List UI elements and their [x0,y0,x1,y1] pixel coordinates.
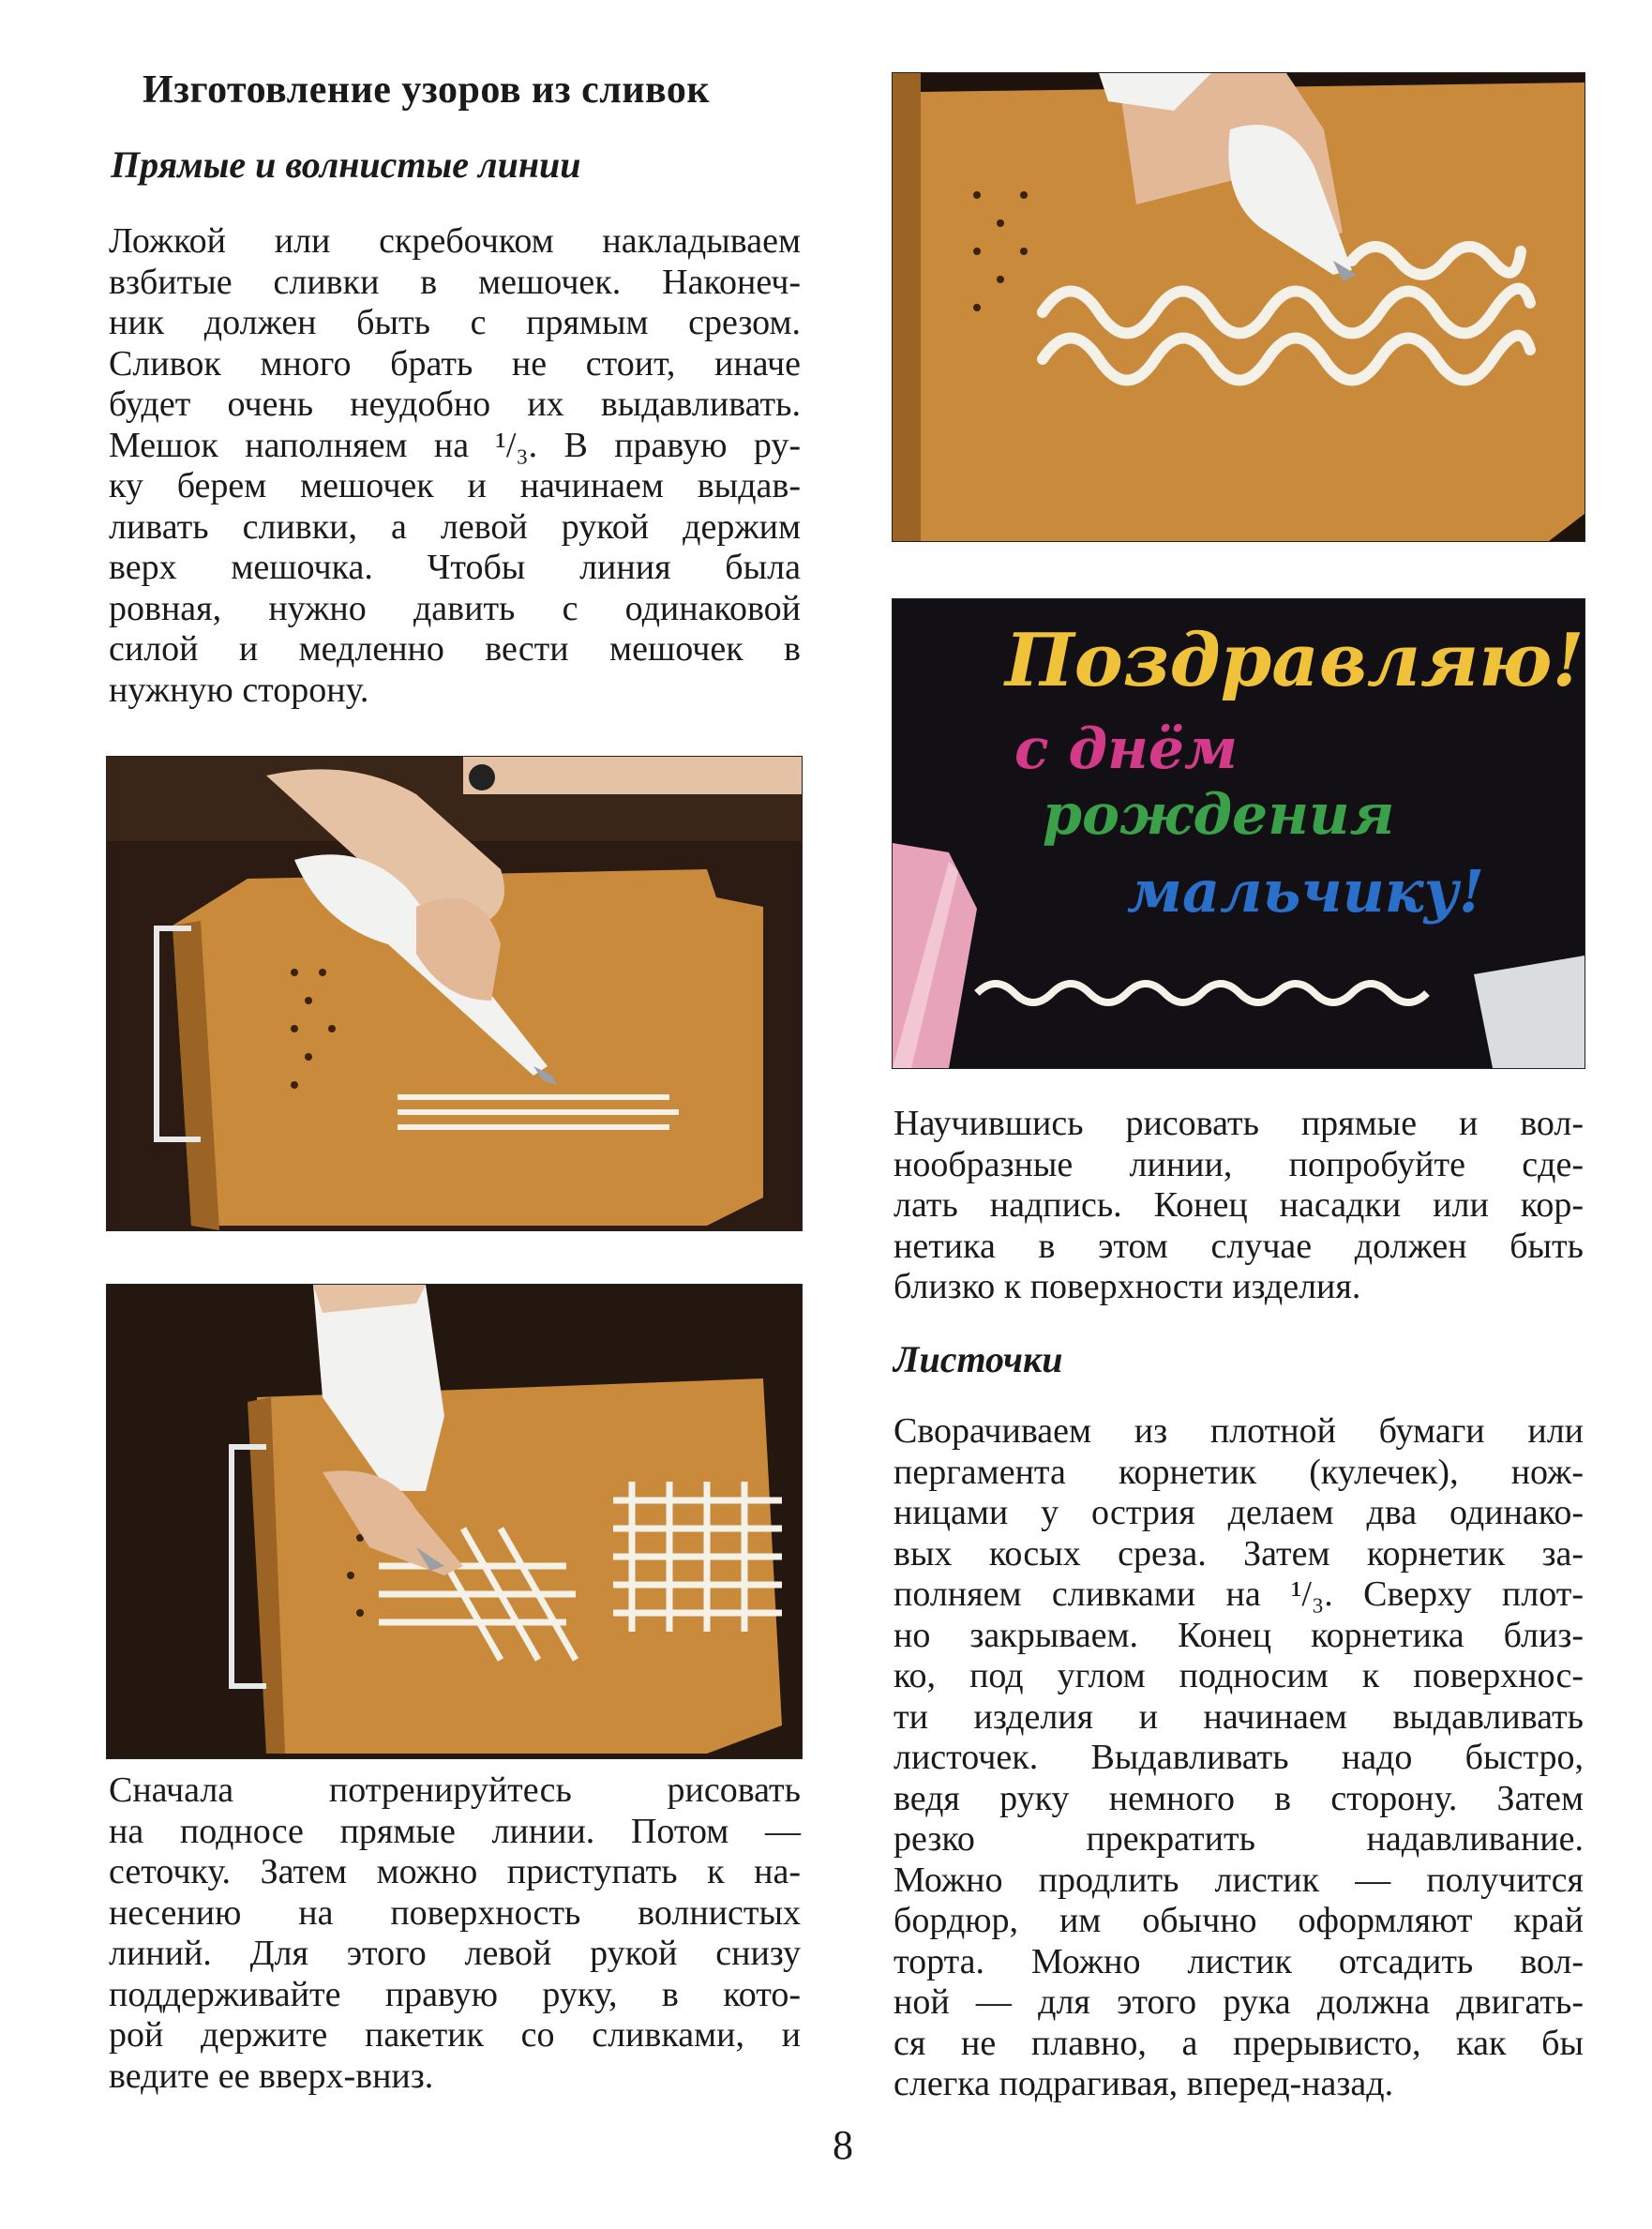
text-line: Мешок наполняем на ¹/₃. В правую ру- [109,425,801,465]
photo-straight-lines [106,756,803,1231]
page-heading: Изготовление узоров из сливок [143,68,711,112]
text-line: но закрываем. Конец корнетика близ- [894,1615,1584,1655]
text-line: верх мешочка. Чтобы линия была [109,548,801,587]
cake-text-line-2: с днём [1014,716,1239,782]
text-line: силой и медленно вести мешочек в [109,629,801,669]
photo-grid [106,1284,803,1759]
text-line: ник должен быть с прямым срезом. [109,303,801,342]
cake-text-line-3: рождения [1043,782,1395,848]
text-line: вых косых среза. Затем корнетик за- [894,1533,1584,1574]
text-line: Научившись рисовать прямые и вол- [894,1104,1584,1143]
text-line: ной — для этого рука должна двигать- [894,1982,1584,2022]
text-line: линий. Для этого левой рукой снизу [109,1934,801,1973]
text-line: сеточку. Затем можно приступать к на- [109,1852,801,1891]
text-line: близко к поверхности изделия. [894,1267,1361,1306]
text-line: Можно продлить листик — получится [894,1860,1584,1900]
cake-text-line-4: мальчику! [1127,857,1485,926]
text-line: поддерживайте правую руку, в кото- [109,1974,801,2014]
text-line: лать надпись. Конец насадки или кор- [894,1185,1584,1225]
text-line: слегка подрагивая, вперед-назад. [894,2064,1394,2103]
text-line: листочек. Выдавливать надо быстро, [894,1738,1584,1777]
text-line: ко, под углом подносим к поверхнос- [894,1656,1584,1695]
photo-cake-inscription [892,598,1585,1069]
text-line: Ложкой или скребочком накладываем [109,221,801,261]
text-line: нетика в этом случае должен быть [894,1226,1584,1266]
cake-text-congrats: Поздравляю! [1005,618,1584,703]
text-line: Сворачиваем из плотной бумаги или [894,1411,1584,1451]
text-line: ливать сливки, а левой рукой держим [109,506,801,547]
paragraph-lines-intro [109,221,801,711]
text-line: на подносе прямые линии. Потом — [109,1811,801,1851]
text-line: ти изделия и начинаем выдавливать [894,1696,1584,1737]
text-line: нужную сторону. [109,670,369,710]
text-line: будет очень неудобно их выдавливать. [109,384,801,424]
text-line: ку берем мешочек и начинаем выдав- [109,466,801,505]
section-title-lines: Прямые и волнистые линии [111,143,581,186]
text-line: резко прекратить надавливание. [894,1819,1584,1859]
text-line: пергамента корнетик (кулечек), нож- [894,1452,1584,1492]
text-line: нообразные линии, попробуйте сде- [894,1144,1584,1184]
text-line: ведите ее вверх-вниз. [109,2056,434,2096]
paragraph-inscription [894,1104,1584,1308]
paragraph-leaves [894,1411,1584,2105]
text-line: Сначала потренируйтесь рисовать [109,1770,801,1810]
photo-wavy-lines [892,72,1585,542]
text-line: полняем сливками на ¹/₃. Сверху плот- [894,1574,1584,1614]
paragraph-practice [109,1770,801,2097]
text-line: взбитые сливки в мешочек. Наконеч- [109,262,801,302]
page-number: 8 [833,2122,853,2168]
text-line: торта. Можно листик отсадить вол- [894,1941,1584,1981]
text-line: ницами у острия делаем два одинако- [894,1493,1584,1532]
text-line: ведя руку немного в сторону. Затем [894,1778,1584,1818]
text-line: бордюр, им обычно оформляют край [894,1901,1584,1940]
text-line: Сливок много брать не стоит, иначе [109,343,801,384]
text-line: ровная, нужно давить с одинаковой [109,588,801,628]
section-title-leaves: Листочки [894,1338,1063,1380]
text-line: несению на поверхность волнистых [109,1892,801,1933]
text-line: рой держите пакетик со сливками, и [109,2015,801,2055]
text-line: ся не плавно, а прерывисто, как бы [894,2023,1584,2063]
